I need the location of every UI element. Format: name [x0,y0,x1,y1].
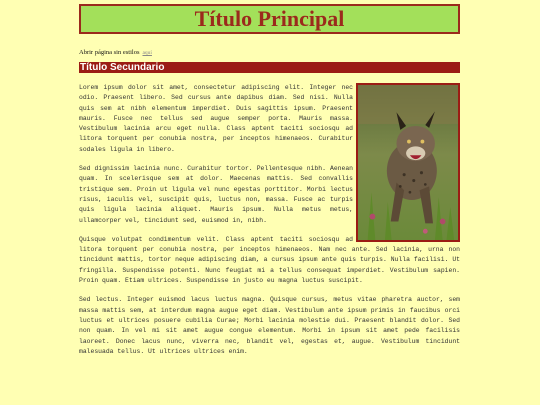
paragraph-2: Sed dignissim lacinia nunc. Curabitur tortor. Pellentesque nibh. Aenean quam. In scelerisque sem at dolor. Maecenas mattis. Sed convallis tristique sem. Proin ut ligula vel nunc egestas porttitor. Morbi lectus risus, iaculis vel, suscipit quis, luctus non, massa. Fusce ac turpis quis ligula lacinia aliquet. Mauris ipsum. Nulla metus metus, ullamcorper vel, tincidunt sed, euismod in, nibh. [79,165,353,224]
paragraph-3: Quisque volutpat condimentum velit. Class aptent taciti sociosqu ad litora torquent per conubia nostra, per inceptos himenaeos. Nam nec ante. Sed lacinia, urna non tincidunt mattis, tortor neque adipiscing diam, a cursus ipsum ante quis turpis. Nulla facilisi. Ut fringilla. Suspendisse potenti. Nunc feugiat mi a tellus consequat imperdiet. Vestibulum sapien. Proin quam. Etiam ultrices. Suspendisse in justo eu magna luctus suscipit. [79,235,460,285]
no-style-link[interactable]: aquí [142,50,152,56]
page-container [79,4,460,366]
lynx-image [358,85,458,240]
no-style-text: Abrir página sin estilos [79,49,140,56]
header-banner [79,4,460,34]
paragraph-1: Lorem ipsum dolor sit amet, consectetur adipiscing elit. Integer nec odio. Praesent libero. Sed cursus ante dapibus diam. Sed nisi. Nulla quis sem at nibh elementum imperdiet. Duis sagittis ipsum. Praesent mauris. Fusce nec tellus sed augue semper porta. Mauris massa. Vestibulum lacinia arcu eget nulla. Class aptent taciti sociosqu ad litora torquent per conubia nostra, per inceptos himenaeos. Curabitur sodales ligula in libero. [79,84,353,153]
article-content [79,83,460,357]
lynx-photo [356,83,460,242]
page-title: Título Principal [194,6,345,31]
section-title: Título Secundario [79,62,460,73]
paragraph-4: Sed lectus. Integer euismod lacus luctus magna. Quisque cursus, metus vitae pharetra auctor, sem massa mattis sem, at interdum magna augue eget diam. Vestibulum ante ipsum primis in faucibus orci luctus et ultrices posuere cubilia Curae; Morbi lacinia molestie dui. Praesent blandit dolor. Sed non quam. In vel mi sit amet augue congue elementum. Morbi in ipsum sit amet pede facilisis laoreet. Donec lacus nunc, viverra nec, blandit vel, egestas et, augue. Vestibulum tincidunt malesuada tellus. Ut ultrices ultrices enim. [79,296,460,355]
no-style-line [79,48,460,58]
